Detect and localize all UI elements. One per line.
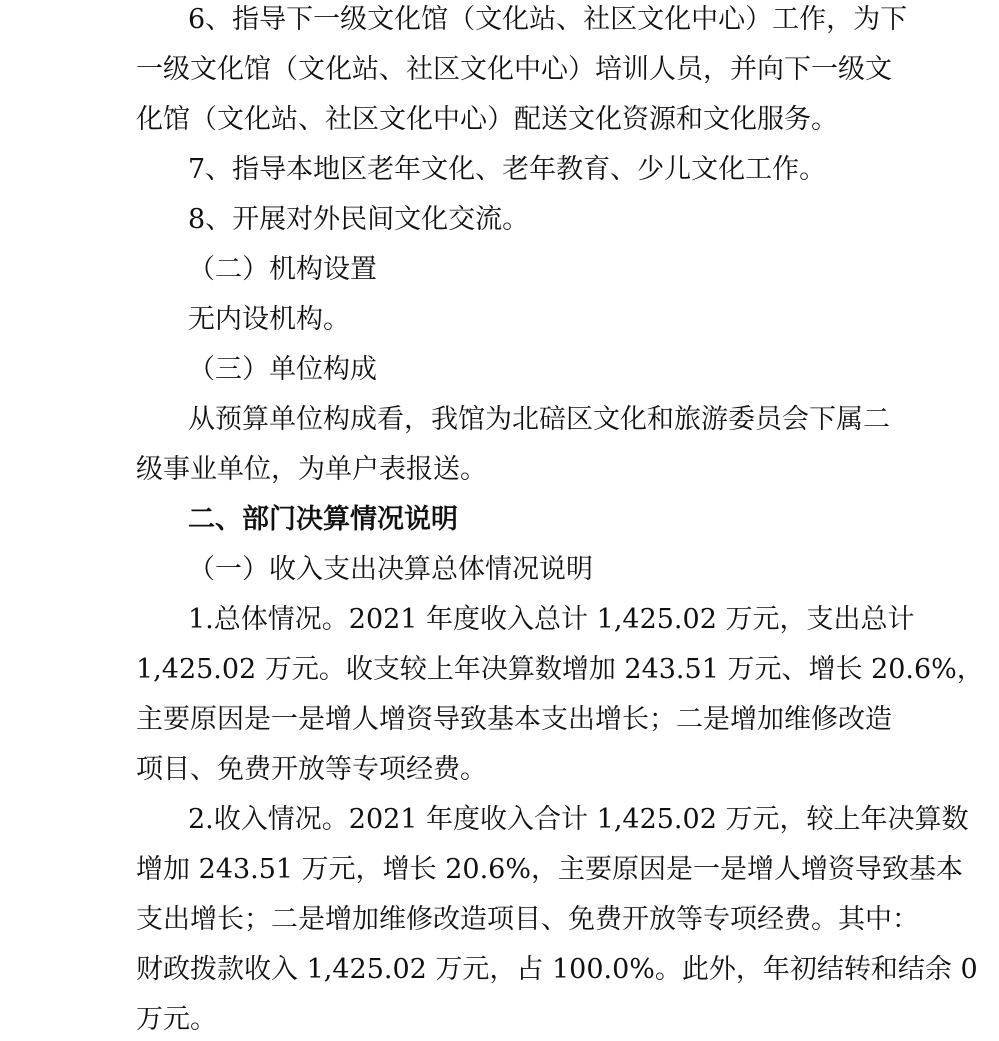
item-6-line-1: 6、指导下一级文化馆（文化站、社区文化中心）工作，为下: [188, 4, 908, 35]
overall-line-4: 项目、免费开放等专项经费。: [136, 754, 487, 785]
major-heading-final-accounts: 二、部门决算情况说明: [188, 504, 458, 535]
section-heading-unit-composition: （三）单位构成: [188, 354, 377, 385]
income-line-4: 财政拨款收入 1,425.02 万元，占 100.0%。此外，年初结转和结余 0: [136, 954, 978, 985]
unit-composition-line-1: 从预算单位构成看，我馆为北碚区文化和旅游委员会下属二: [188, 404, 890, 435]
overall-line-3: 主要原因是一是增人增资导致基本支出增长；二是增加维修改造: [136, 704, 892, 735]
section-heading-org-setup: （二）机构设置: [188, 254, 377, 285]
overall-line-1: 1.总体情况。2021 年度收入总计 1,425.02 万元，支出总计: [188, 604, 915, 635]
income-line-2: 增加 243.51 万元，增长 20.6%，主要原因是一是增人增资导致基本: [136, 854, 963, 885]
overall-line-2: 1,425.02 万元。收支较上年决算数增加 243.51 万元、增长 20.6%，: [136, 654, 984, 685]
income-line-1: 2.收入情况。2021 年度收入合计 1,425.02 万元，较上年决算数: [188, 804, 969, 835]
item-7-line: 7、指导本地区老年文化、老年教育、少儿文化工作。: [188, 154, 827, 185]
unit-composition-line-2: 级事业单位，为单户表报送。: [136, 454, 487, 485]
org-setup-text: 无内设机构。: [188, 304, 350, 335]
income-line-3: 支出增长；二是增加维修改造项目、免费开放等专项经费。其中：: [136, 904, 919, 935]
subheading-income-expense-overview: （一）收入支出决算总体情况说明: [188, 554, 593, 585]
item-8-line: 8、开展对外民间文化交流。: [188, 204, 530, 235]
item-6-line-3: 化馆（文化站、社区文化中心）配送文化资源和文化服务。: [136, 104, 838, 135]
item-6-line-2: 一级文化馆（文化站、社区文化中心）培训人员，并向下一级文: [136, 54, 892, 85]
income-line-5: 万元。: [136, 1004, 217, 1035]
